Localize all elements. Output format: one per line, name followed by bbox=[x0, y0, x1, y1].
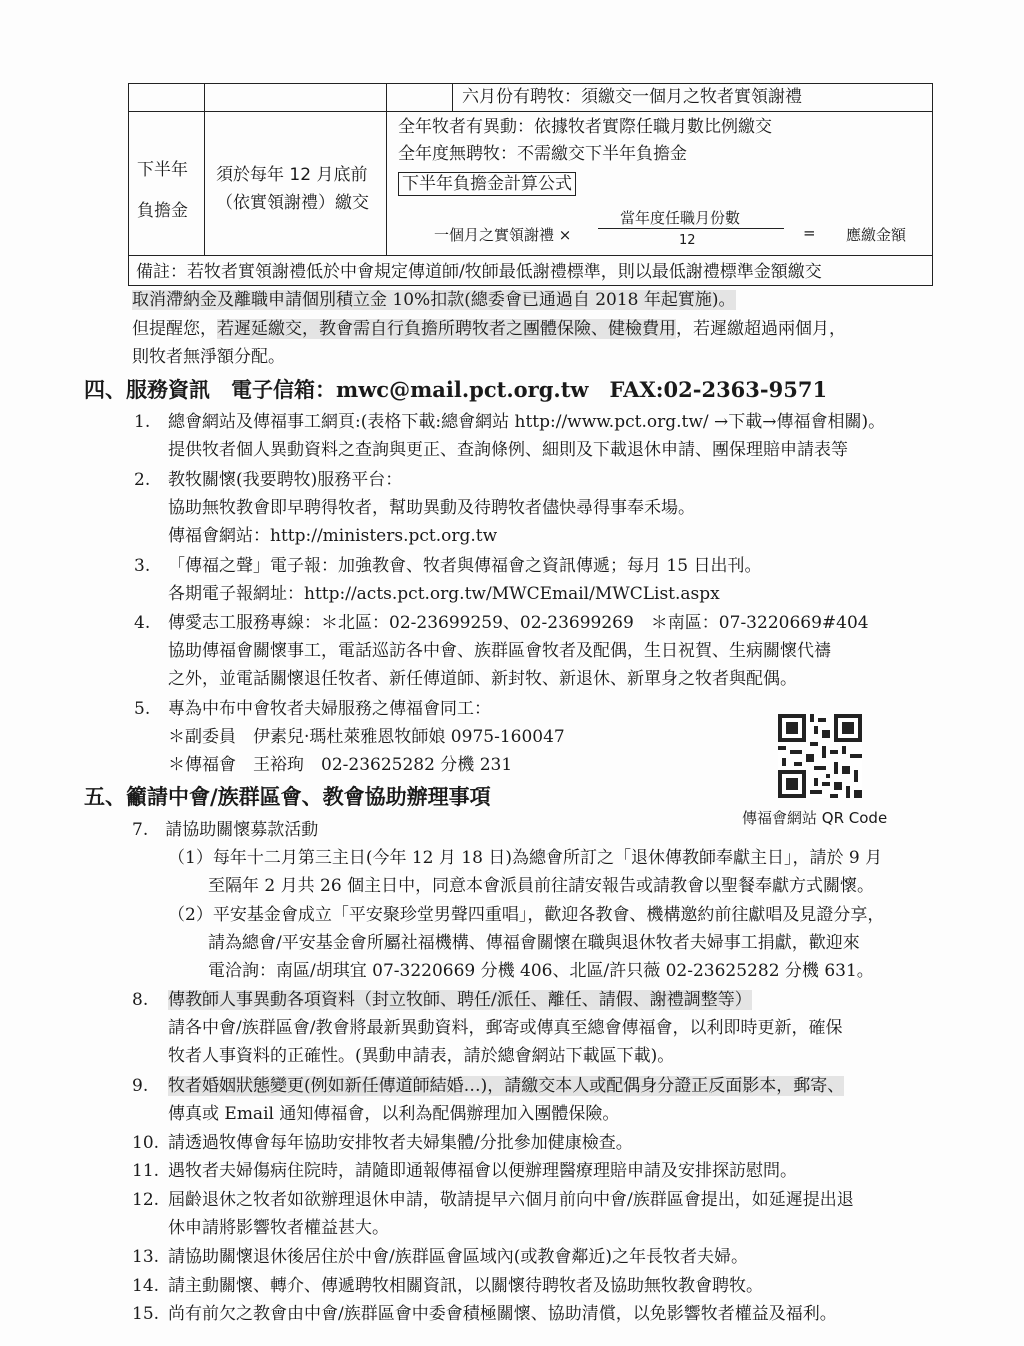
list-item-number: 8. bbox=[132, 990, 149, 1010]
list-item-line: ＊副委員 伊素兒·瑪杜萊雅恩牧師娘 0975-160047 bbox=[168, 727, 565, 747]
list-item-line: 屆齡退休之牧者如欲辦理退休申請，敬請提早六個月前向中會/族群區會提出，如延遲提出退 bbox=[168, 1190, 854, 1210]
note-line bbox=[132, 319, 846, 339]
section4-heading: 四、服務資訊 電子信箱：mwc@mail.pct.org.tw FAX:02-2363-9571 bbox=[84, 377, 828, 402]
row2-label: 下半年 bbox=[137, 160, 188, 180]
formula-denominator: 12 bbox=[679, 233, 696, 248]
list-item-line: 請協助關懷退休後居住於中會/族群區會區域內(或教會鄰近)之年長牧者夫婦。 bbox=[168, 1247, 748, 1267]
list-item-number: 9. bbox=[132, 1076, 149, 1096]
list-item-line: ＊傳福會 王裕珣 02-23625282 分機 231 bbox=[168, 755, 513, 775]
list-item-line: 各期電子報網址：http://acts.pct.org.tw/MWCEmail/MWCList.aspx bbox=[168, 584, 720, 604]
table-col-line bbox=[386, 83, 387, 255]
formula-numerator: 當年度任職月份數 bbox=[620, 209, 741, 227]
list-item-number: 3. bbox=[134, 556, 151, 576]
item7: 7. 請協助關懷募款活動 bbox=[132, 820, 319, 840]
note-line: 則牧者無淨額分配。 bbox=[132, 347, 285, 367]
list-item-line: 傳福會網站：http://ministers.pct.org.tw bbox=[168, 526, 498, 546]
table-row-line bbox=[128, 111, 933, 112]
formula-result: 應繳金額 bbox=[846, 226, 907, 244]
list-item-line: 之外，並電話關懷退任牧者、新任傳道師、新封牧、新退休、新單身之牧者與配偶。 bbox=[168, 669, 797, 689]
qr-code-icon bbox=[778, 714, 862, 798]
list-item-line: 傳教師人事異動各項資料（封立牧師、聘任/派任、離任、請假、謝禮調整等） bbox=[168, 990, 752, 1010]
list-item-line: 總會網站及傳福事工網頁:(表格下載:總會網站 http://www.pct.org.tw/ →下載→傳福會相關)。 bbox=[168, 412, 886, 432]
sub-item-line: 電洽詢：南區/胡琪宜 07-3220669 分機 406、北區/許只薇 02-23625282 分機 631。 bbox=[208, 961, 874, 981]
note-text: 但提醒您， bbox=[132, 319, 217, 339]
formula-title: 下半年負擔金計算公式 bbox=[398, 172, 576, 196]
table-col-line bbox=[204, 83, 205, 255]
row2-deadline: （依實領謝禮）繳交 bbox=[216, 193, 369, 213]
qr-caption: 傳福會網站 QR Code bbox=[742, 809, 888, 827]
list-item-number: 12. bbox=[132, 1190, 160, 1210]
list-item-line: 請透過牧傳會每年協助安排牧者夫婦集體/分批參加健康檢查。 bbox=[168, 1133, 633, 1153]
row2-label: 負擔金 bbox=[137, 201, 188, 221]
row2-rule: 全年度無聘牧：不需繳交下半年負擔金 bbox=[398, 144, 687, 164]
list-item-number: 11. bbox=[132, 1161, 160, 1181]
list-item-number: 1. bbox=[134, 412, 151, 432]
list-item-line: 尚有前欠之教會由中會/族群區會中委會積極關懷、協助清償，以免影響牧者權益及福利。 bbox=[168, 1304, 837, 1324]
row2-deadline: 須於每年 12 月底前 bbox=[216, 165, 368, 185]
note-line: 取消滯納金及離職申請個別積立金 10%扣款(總委會已通過自 2018 年起實施)。 bbox=[132, 290, 736, 310]
row1-note: 六月份有聘牧：須繳交一個月之牧者實領謝禮 bbox=[462, 87, 802, 107]
sub-item-line: 請為總會/平安基金會所屬社福機構、傳福會關懷在職與退休牧者夫婦事工捐獻，歡迎來 bbox=[208, 933, 860, 953]
section5-heading: 五、籲請中會/族群區會、教會協助辦理事項 bbox=[84, 784, 491, 809]
row2-rule: 全年牧者有異動：依據牧者實際任職月數比例繳交 bbox=[398, 117, 772, 137]
list-item-number: 15. bbox=[132, 1304, 160, 1324]
table-col-line bbox=[452, 83, 453, 111]
list-item-number: 2. bbox=[134, 470, 151, 490]
list-item-number: 13. bbox=[132, 1247, 160, 1267]
table-remark: 備註：若牧者實領謝禮低於中會規定傳道師/牧師最低謝禮標準，則以最低謝禮標準金額繳交 bbox=[136, 262, 822, 282]
list-item-line: 「傳福之聲」電子報：加強教會、牧者與傳福會之資訊傳遞；每月 15 日出刊。 bbox=[168, 556, 762, 576]
list-item-number: 5. bbox=[134, 699, 151, 719]
formula-left: 一個月之實領謝禮 × bbox=[434, 226, 572, 244]
sub-item-line: （1）每年十二月第三主日(今年 12 月 18 日)為總會所訂之「退休傳教師奉獻主日」，請於 9 月 bbox=[168, 848, 883, 868]
fraction-bar bbox=[598, 228, 784, 229]
note-highlight: 若遲延繳交，教會需自行負擔所聘牧者之團體保險、健檢費用 bbox=[217, 319, 676, 339]
list-item-number: 10. bbox=[132, 1133, 160, 1153]
sub-item-line: （2）平安基金會成立「平安聚珍堂男聲四重唱」，歡迎各教會、機構邀約前往獻唱及見證分享， bbox=[168, 905, 885, 925]
list-item-line: 專為中布中會牧者夫婦服務之傳福會同工： bbox=[168, 699, 491, 719]
list-item-line: 牧者人事資料的正確性。(異動申請表，請於總會網站下載區下載)。 bbox=[168, 1046, 675, 1066]
list-item-line: 協助無牧教會即早聘得牧者，幫助異動及待聘牧者儘快尋得事奉禾場。 bbox=[168, 498, 695, 518]
list-item-line: 請各中會/族群區會/教會將最新異動資料，郵寄或傳真至總會傳福會，以利即時更新，確保 bbox=[168, 1018, 843, 1038]
sub-item-line: 至隔年 2 月共 26 個主日中，同意本會派員前往請安報告或請教會以聖餐奉獻方式關懷。 bbox=[208, 876, 875, 896]
formula-equals: = bbox=[803, 224, 816, 242]
list-item-line: 傳愛志工服務專線：＊北區：02-23699259、02-23699269 ＊南區：07-3220669#404 bbox=[168, 613, 869, 633]
list-item-line: 牧者婚姻狀態變更(例如新任傳道師結婚…)，請繳交本人或配偶身分證正反面影本，郵寄、 bbox=[168, 1076, 845, 1096]
note-text: ，若遲繳超過兩個月， bbox=[676, 319, 846, 339]
list-item-line: 提供牧者個人異動資料之查詢與更正、查詢條例、細則及下載退休申請、團保理賠申請表等 bbox=[168, 440, 848, 460]
list-item-line: 休申請將影響牧者權益甚大。 bbox=[168, 1218, 389, 1238]
list-item-line: 協助傳福會關懷事工，電話巡訪各中會、族群區會牧者及配偶，生日祝賀、生病關懷代禱 bbox=[168, 641, 831, 661]
list-item-number: 4. bbox=[134, 613, 151, 633]
list-item-line: 請主動關懷、轉介、傳遞聘牧相關資訊，以關懷待聘牧者及協助無牧教會聘牧。 bbox=[168, 1276, 763, 1296]
list-item-number: 14. bbox=[132, 1276, 160, 1296]
table-row-line bbox=[128, 255, 933, 256]
list-item-line: 遇牧者夫婦傷病住院時，請隨即通報傳福會以便辦理醫療理賠申請及安排探訪慰問。 bbox=[168, 1161, 797, 1181]
list-item-line: 教牧關懷(我要聘牧)服務平台： bbox=[168, 470, 403, 490]
list-item-line: 傳真或 Email 通知傳福會，以利為配偶辦理加入團體保險。 bbox=[168, 1104, 620, 1124]
